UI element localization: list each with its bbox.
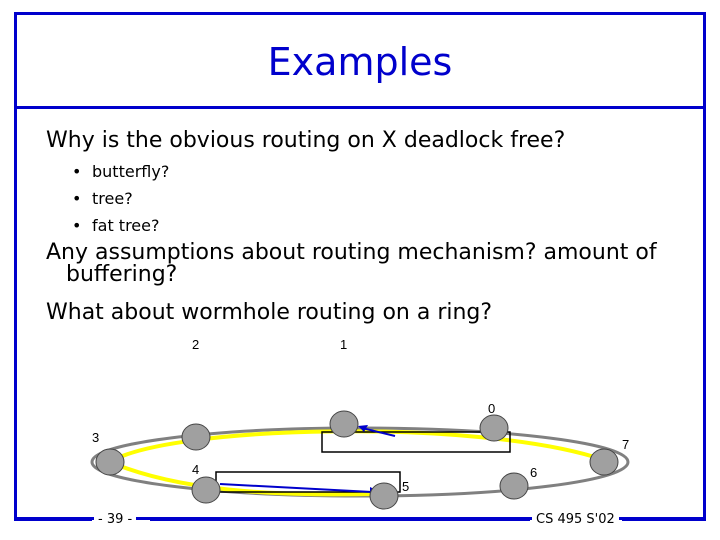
ring-node-3 [96, 449, 124, 475]
node-label-4: 4 [192, 462, 200, 477]
ring-link [92, 428, 628, 496]
ring-node-0 [480, 415, 508, 441]
footer-rule-right [622, 518, 706, 521]
slide-title: Examples [267, 40, 453, 84]
page-number: - 39 - [94, 512, 136, 527]
question-deadlock: Why is the obvious routing on X deadlock free? [46, 128, 566, 153]
question-assumptions-line1: Any assumptions about routing mechanism? amount of [46, 240, 657, 265]
footer-rule-middle [150, 518, 530, 521]
question-wormhole: What about wormhole routing on a ring? [46, 300, 493, 325]
bullet-icon: • [72, 189, 82, 208]
bullet-label: tree? [92, 189, 133, 208]
ring-node-7 [590, 449, 618, 475]
node-label-7: 7 [622, 437, 630, 452]
bullet-label: butterfly? [92, 162, 170, 181]
bullet-icon: • [72, 162, 82, 181]
question-assumptions-line2: buffering? [66, 262, 178, 287]
ring-node-1 [330, 411, 358, 437]
wormhole-path-bottom [110, 462, 385, 494]
ring-node-5 [370, 483, 398, 509]
bullet-label: fat tree? [92, 216, 160, 235]
ring-node-6 [500, 473, 528, 499]
node-label-5: 5 [402, 479, 410, 494]
node-label-2: 2 [192, 337, 200, 352]
ring-node-4 [192, 477, 220, 503]
node-label-6: 6 [530, 465, 538, 480]
node-label-0: 0 [488, 401, 496, 416]
bullet-icon: • [72, 216, 82, 235]
footer-rule-left [14, 518, 92, 521]
ring-node-2 [182, 424, 210, 450]
course-label: CS 495 S'02 [532, 512, 619, 527]
node-label-3: 3 [92, 430, 100, 445]
node-label-1: 1 [340, 337, 348, 352]
